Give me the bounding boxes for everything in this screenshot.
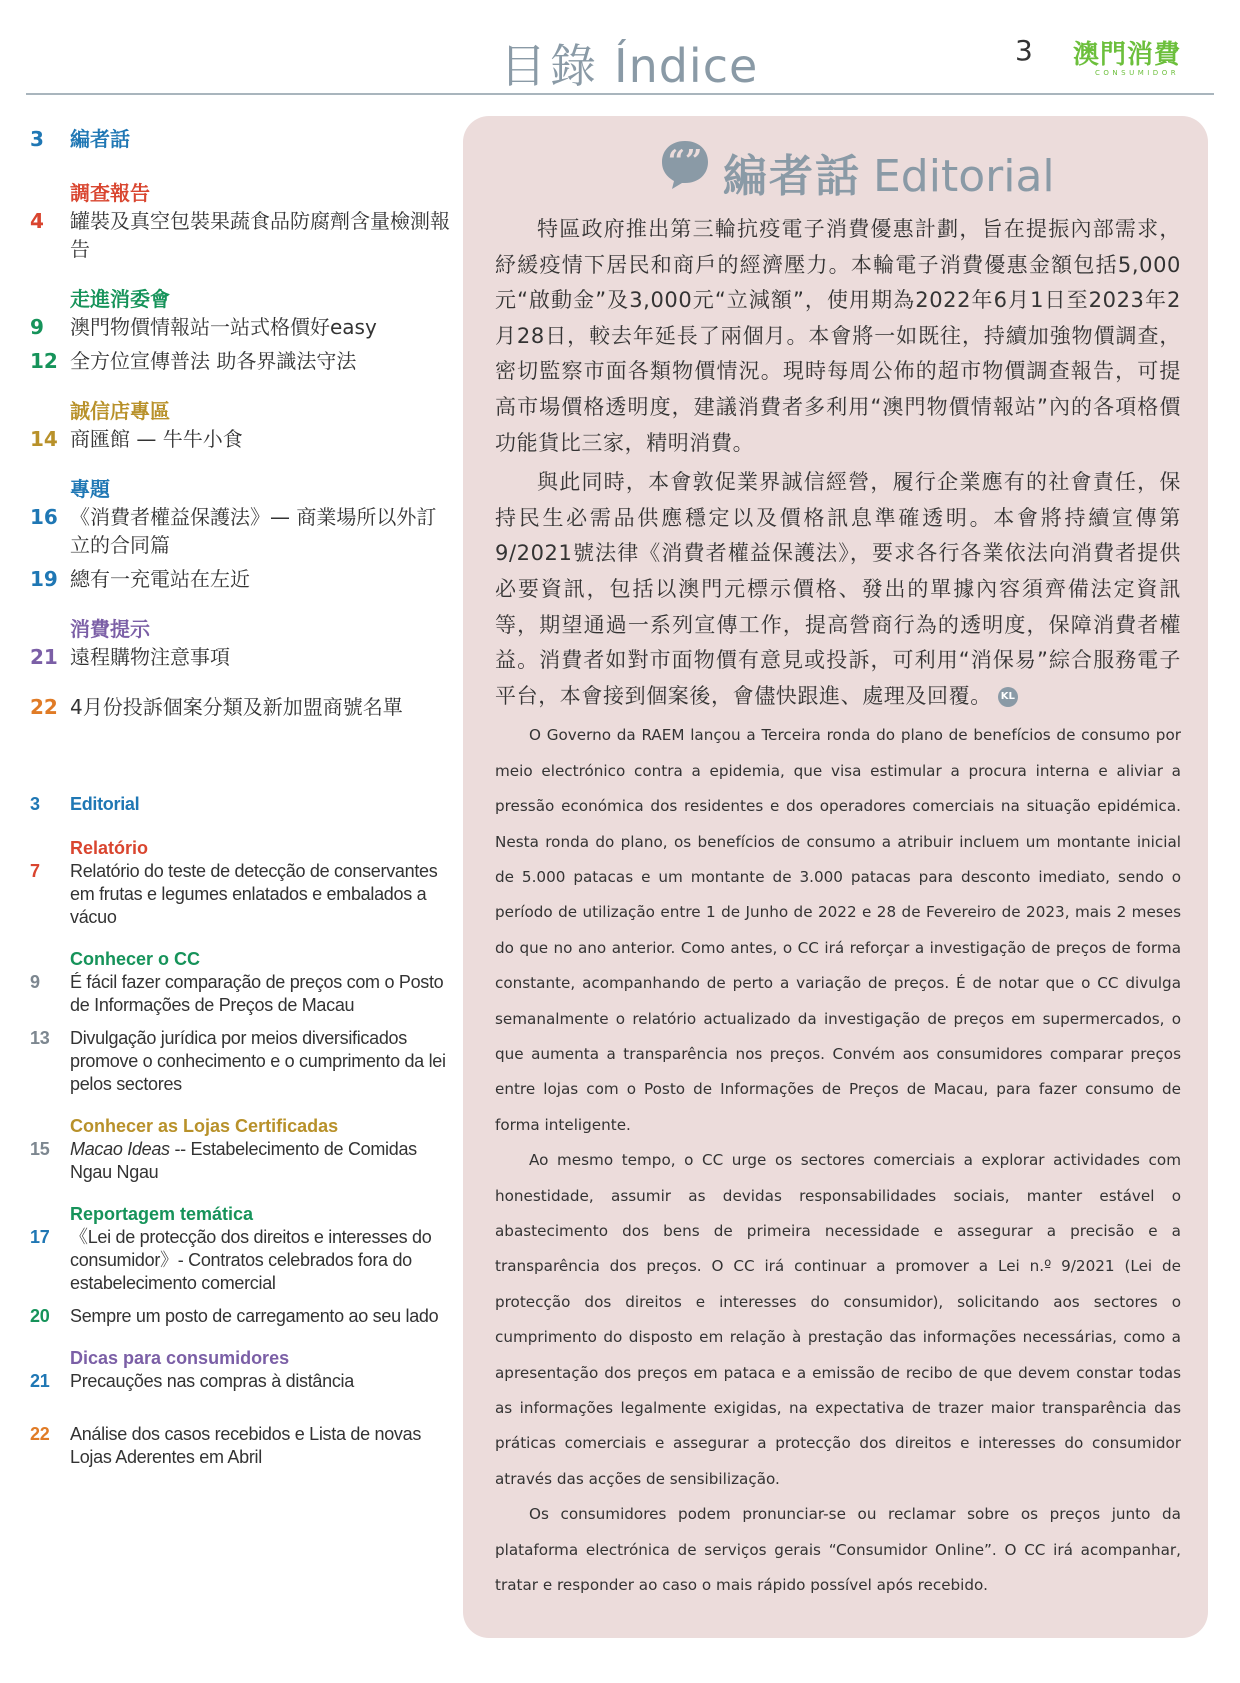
page-title-pt: Índice — [614, 39, 759, 93]
toc-item-title: 澳門物價情報站一站式格價好easy — [70, 315, 377, 339]
page-number: 3 — [1015, 34, 1033, 67]
toc-page-number: 16 — [30, 505, 58, 529]
toc-item[interactable] — [26, 1027, 456, 1096]
toc-item-title: Relatório do teste de detecção de conservantes em frutas e legumes enlatados e embalados a vácuo — [70, 861, 438, 927]
toc-item[interactable] — [26, 793, 456, 816]
toc-item-title: 《Lei de protecção dos direitos e interesses do consumidor》- Contratos celebrados fora do estabelecimento comercial — [70, 1227, 432, 1293]
toc-item[interactable] — [26, 1226, 456, 1295]
page-title — [500, 30, 760, 96]
toc-item-title: Editorial — [70, 794, 140, 814]
toc-item[interactable] — [26, 1305, 456, 1328]
svg-text:“”: “” — [667, 144, 703, 179]
editorial-body — [495, 212, 1181, 1603]
toc-section-heading: 走進消委會 — [70, 287, 170, 311]
toc-item[interactable] — [26, 693, 456, 721]
toc-section-heading: 消費提示 — [70, 617, 150, 641]
toc-section-heading: Conhecer as Lojas Certificadas — [70, 1116, 339, 1136]
editorial-paragraph-text: 與此同時，本會敦促業界誠信經營，履行企業應有的社會責任，保持民生必需品供應穩定以及價格訊息準確透明。本會將持續宣傳第9/2021號法律《消費者權益保護法》，要求各行各業依法向消費者提供必要資訊，包括以澳門元標示價格、發出的單據內容須齊備法定資訊等，期望通過一系列宣傳工作，提高營商行為的透明度，保障消費者權益。消費者如對市面物價有意見或投訴，可利用“消保易”綜合服務電子平台，本會接到個案後，會儘快跟進、處理及回覆。 — [495, 470, 1181, 708]
toc-item-title: É fácil fazer comparação de preços com o Posto de Informações de Preços de Macau — [70, 972, 444, 1015]
toc-item-title: -- Estabelecimento de Comidas Ngau Ngau — [70, 1139, 417, 1182]
toc-item-title-italic: Macao Ideas — [70, 1139, 170, 1159]
toc-page-number: 15 — [30, 1139, 50, 1159]
toc-item[interactable] — [26, 1138, 456, 1184]
editorial-panel — [463, 116, 1208, 1638]
page-title-zh: 目錄 — [500, 39, 600, 93]
editorial-paragraph-pt: Os consumidores podem pronunciar-se ou reclamar sobre os preços junto da plataforma electrónica de serviços gerais “Consumidor Online”. O CC irá acompanhar, tratar e responder ao caso o mais rápido possível após recebido. — [495, 1505, 1181, 1595]
toc-page-number: 3 — [30, 794, 40, 814]
toc-item-title: Divulgação jurídica por meios diversificados promove o conhecimento e o cumprimento da lei pelos sectores — [70, 1028, 446, 1094]
toc-item-title: 4月份投訴個案分類及新加盟商號名單 — [70, 695, 403, 719]
speech-bubble-icon — [659, 138, 711, 190]
toc-item[interactable] — [26, 125, 456, 153]
toc-item[interactable] — [26, 971, 456, 1017]
toc-page-number: 9 — [30, 315, 44, 339]
toc-page-number: 12 — [30, 349, 58, 373]
editorial-paragraph-pt: Ao mesmo tempo, o CC urge os sectores comerciais a explorar actividades com honestidade, assumir as devidas responsabilidades sociais, manter estável o abastecimento dos bens de primeira necessidade e assegurar a precisão e a transparência dos preços. O CC irá continuar a promover a Lei n.º 9/2021 (Lei de protecção dos direitos e interesses do consumidor), solicitando aos sectores o cumprimento do disposto em relação à prestação das informações necessárias, como a apresentação dos preços em pataca e a emissão de recibo de que devem constar todas as informações legalmente exigidas, na expectativa de trazer maior transparência das práticas comerciais e assegurar a protecção dos direitos e interesses do consumidor através das acções de sensibilização. — [495, 1151, 1181, 1488]
toc-page-number: 4 — [30, 209, 44, 233]
toc-item-title: 總有一充電站在左近 — [70, 567, 250, 591]
toc-item-title: 編者話 — [70, 127, 130, 151]
toc-section-heading: Reportagem temática — [70, 1204, 254, 1224]
toc-page-number: 17 — [30, 1227, 50, 1247]
toc-page-number: 14 — [30, 427, 58, 451]
toc-section-heading: Relatório — [70, 838, 149, 858]
toc-portuguese — [26, 793, 456, 1469]
editorial-paragraph-zh — [495, 465, 1181, 714]
toc-item[interactable] — [26, 1370, 456, 1393]
toc-chinese — [26, 125, 456, 721]
toc-page-number: 20 — [30, 1306, 50, 1326]
editorial-heading — [659, 136, 1055, 206]
toc-item[interactable] — [26, 425, 456, 453]
toc-section-heading: 誠信店專區 — [70, 399, 170, 423]
header-divider — [26, 93, 1214, 95]
toc-page-number: 7 — [30, 861, 40, 881]
editorial-paragraph-zh: 特區政府推出第三輪抗疫電子消費優惠計劃，旨在提振內部需求，紓緩疫情下居民和商戶的經濟壓力。本輪電子消費優惠金額包括5,000元“啟動金”及3,000元“立減額”，使用期為2022年6月1日至2023年2月28日，較去年延長了兩個月。本會將一如既往，持續加強物價調查，密切監察市面各類物價情況。現時每周公佈的超市物價調查報告，可提高市場價格透明度，建議消費者多利用“澳門物價情報站”內的各項格價功能貨比三家，精明消費。 — [495, 217, 1181, 455]
editorial-title — [723, 140, 1055, 204]
logo-text: 澳門消費 — [1073, 40, 1182, 70]
toc-item[interactable] — [26, 860, 456, 929]
toc-item-title: 罐裝及真空包裝果蔬食品防腐劑含量檢測報告 — [70, 209, 450, 261]
toc-item-title: Precauções nas compras à distância — [70, 1371, 354, 1391]
toc-item-title: 《消費者權益保護法》— 商業場所以外訂立的合同篇 — [70, 505, 437, 557]
toc-item[interactable] — [26, 347, 456, 375]
toc-item[interactable] — [26, 1423, 456, 1469]
toc-page-number: 3 — [30, 127, 44, 151]
toc-item[interactable] — [26, 503, 456, 559]
toc-item-title: Sempre um posto de carregamento ao seu lado — [70, 1306, 439, 1326]
author-signature-badge: KL — [998, 687, 1018, 707]
magazine-logo — [1073, 34, 1193, 77]
toc-section-heading: 專題 — [70, 477, 110, 501]
toc-item[interactable] — [26, 313, 456, 341]
toc-item-title: 遠程購物注意事項 — [70, 645, 230, 669]
toc-page-number: 21 — [30, 1371, 50, 1391]
toc-page-number: 21 — [30, 645, 58, 669]
toc-page-number: 13 — [30, 1028, 50, 1048]
toc-section-heading: Conhecer o CC — [70, 949, 201, 969]
logo-subtitle: CONSUMIDOR — [1095, 69, 1180, 77]
toc-item-title: Análise dos casos recebidos e Lista de novas Lojas Aderentes em Abril — [70, 1424, 422, 1467]
toc-section-heading: Dicas para consumidores — [70, 1348, 290, 1368]
toc-item[interactable] — [26, 207, 456, 263]
toc-section-heading: 調查報告 — [70, 181, 150, 205]
toc-item[interactable] — [26, 643, 456, 671]
toc-page-number: 9 — [30, 972, 40, 992]
toc-item-title: 全方位宣傳普法 助各界識法守法 — [70, 349, 357, 373]
editorial-title-pt: Editorial — [873, 151, 1055, 202]
toc-page-number: 19 — [30, 567, 58, 591]
editorial-title-zh: 編者話 — [723, 151, 861, 202]
toc-item[interactable] — [26, 565, 456, 593]
toc-page-number: 22 — [30, 1424, 50, 1444]
toc-item-title: 商匯館 — 牛牛小食 — [70, 427, 243, 451]
editorial-paragraph-pt: O Governo da RAEM lançou a Terceira ronda do plano de benefícios de consumo por meio electrónico contra a epidemia, que visa estimular a procura interna e aliviar a pressão económica dos residentes e dos operadores comerciais na situação epidémica. Nesta ronda do plano, os benefícios de consumo a atribuir incluem um montante inicial de 5.000 patacas e um montante de 3.000 patacas para desconto imediato, sendo o período de utilização entre 1 de Junho de 2022 e 28 de Fevereiro de 2023, mais 2 meses do que no ano anterior. Como antes, o CC irá reforçar a investigação de preços de forma constante, acompanhando de perto a variação de preços. É de notar que o CC divulga semanalmente o relatório actualizado da investigação de preços em supermercados, o que aumenta a transparência nos preços. Convém aos consumidores comparar preços entre lojas com o Posto de Informações de Preços de Macau, para fazer consumo de forma inteligente. — [495, 726, 1181, 1134]
toc-page-number: 22 — [30, 695, 58, 719]
